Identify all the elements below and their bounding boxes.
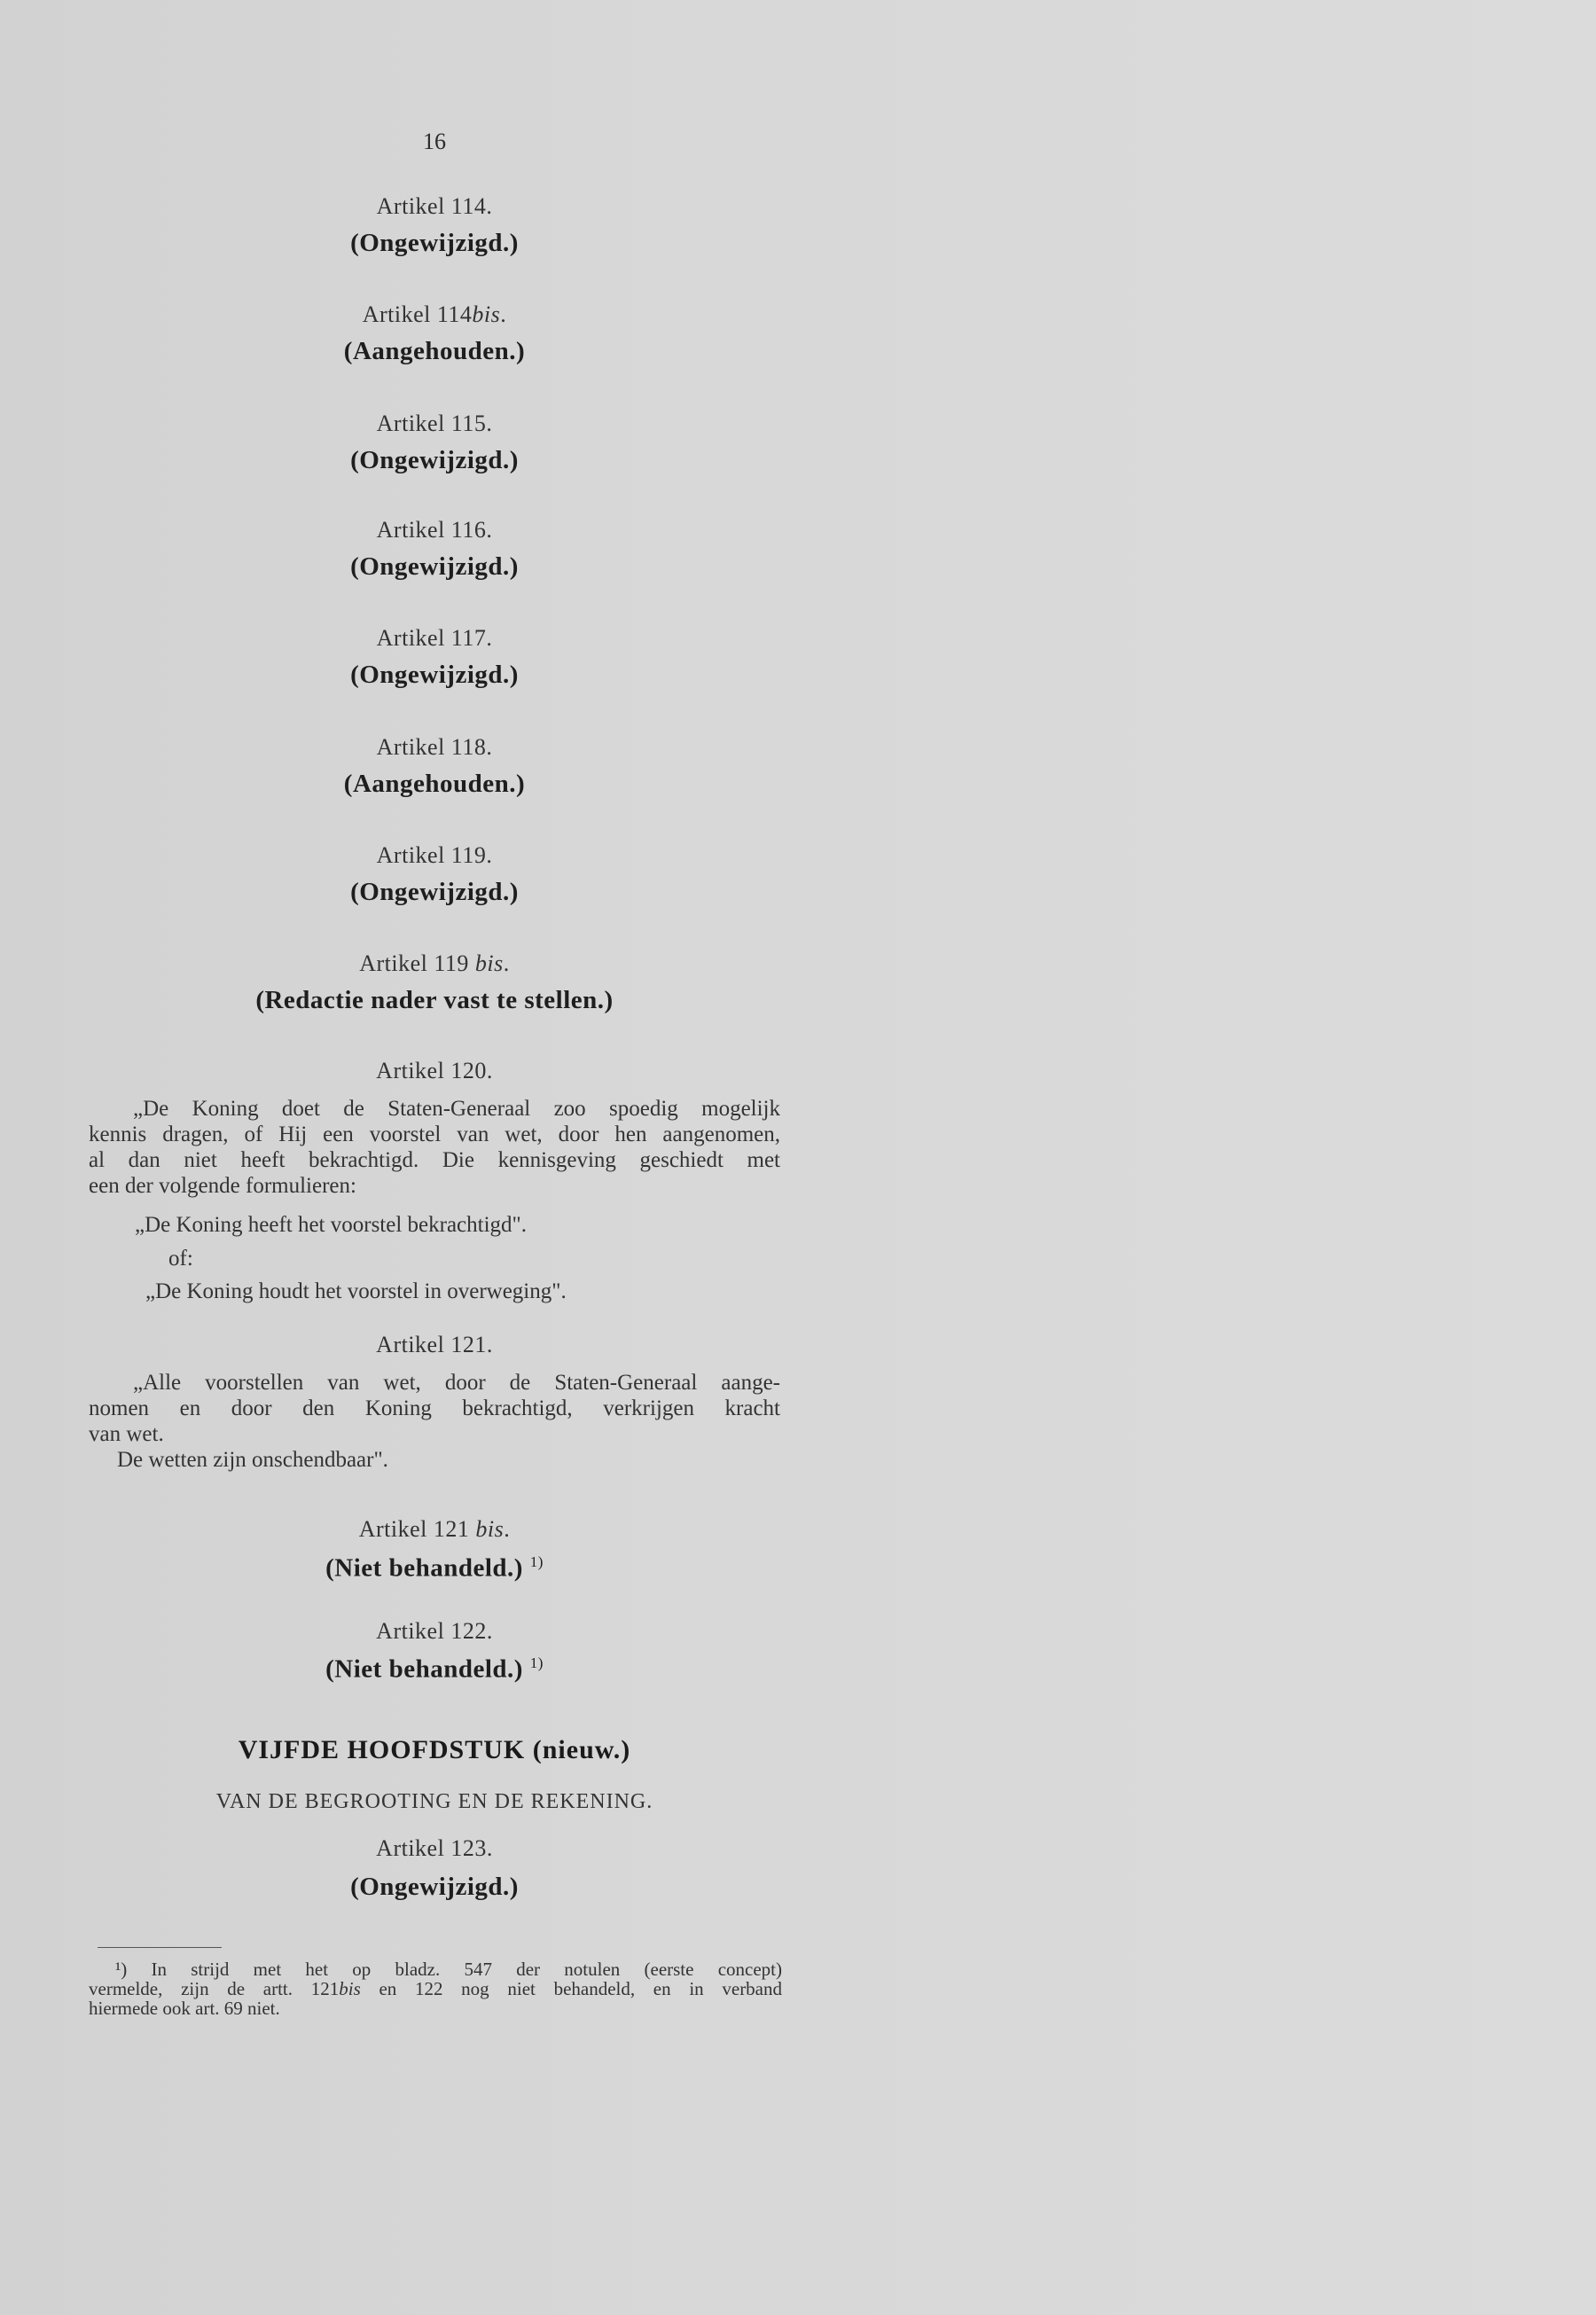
article-120-label: Artikel 120. [376, 1058, 493, 1083]
formula-overweging: „De Koning houdt het voorstel in overweging". [145, 1279, 567, 1303]
footnote-line: hiermede ook art. 69 niet. [89, 1998, 280, 2019]
article-123-status: (Ongewijzigd.) [350, 1873, 519, 1901]
article-122-status: (Niet behandeld.) $^{1)}$ [325, 1654, 544, 1684]
article-114-label: Artikel 114. [376, 193, 493, 219]
footnote-ref: 1) [529, 1654, 544, 1671]
text-line: nomen en door den Koning bekrachtigd, verkrijgen kracht [89, 1396, 780, 1420]
formula-or: of: [168, 1247, 193, 1271]
article-120-text [89, 1096, 780, 1199]
footnote [89, 1959, 782, 2018]
footnote-line: vermelde, zijn de artt. 121bis en 122 nog niet behandeld, en in verband [89, 1978, 783, 1999]
footnote-ref: 1) [529, 1553, 544, 1570]
formula-bekrachtigd: „De Koning heeft het voorstel bekrachtigd". [135, 1213, 528, 1237]
article-117-label: Artikel 117. [376, 625, 493, 651]
article-119-label: Artikel 119. [376, 842, 493, 868]
chapter-title: VIJFDE HOOFDSTUK (nieuw.) [238, 1735, 631, 1764]
text-line: „De Koning doet de Staten-Generaal zoo spoedig mogelijk [133, 1097, 780, 1121]
page-number: 16 [423, 129, 446, 154]
article-121-text [89, 1370, 780, 1473]
article-121-label: Artikel 121. [376, 1332, 493, 1357]
article-119bis-status: (Redactie nader vast te stellen.) [255, 986, 614, 1014]
article-116-label: Artikel 116. [376, 517, 493, 543]
text-line: een der volgende formulieren: [89, 1174, 356, 1198]
text-line: „Alle voorstellen van wet, door de Staten-Generaal aange- [133, 1371, 780, 1395]
text-line: van wet. [89, 1422, 164, 1446]
text-line: kennis dragen, of Hij een voorstel van wet, door hen aangenomen, [89, 1122, 780, 1146]
article-121bis-status: (Niet behandeld.) $^{1)}$ [325, 1553, 544, 1583]
article-119-status: (Ongewijzigd.) [350, 878, 519, 906]
article-114bis-status: (Aangehouden.) [343, 337, 526, 365]
article-118-status: (Aangehouden.) [343, 770, 526, 798]
article-116-status: (Ongewijzigd.) [350, 552, 519, 581]
article-121bis-label: Artikel 121 bis. [358, 1516, 511, 1542]
article-114bis-label: Artikel 114bis. [362, 301, 507, 327]
text-line: al dan niet heeft bekrachtigd. Die kennisgeving geschiedt met [89, 1148, 780, 1172]
article-117-status: (Ongewijzigd.) [350, 661, 519, 689]
article-123-label: Artikel 123. [376, 1835, 493, 1861]
article-115-status: (Ongewijzigd.) [350, 446, 519, 474]
chapter-subtitle: VAN DE BEGROOTING EN DE REKENING. [215, 1790, 653, 1813]
footnote-line: ¹) In strijd met het op bladz. 547 der notulen (eerste concept) [115, 1959, 782, 1980]
article-122-label: Artikel 122. [376, 1618, 493, 1644]
article-119bis-label: Artikel 119 bis. [359, 950, 510, 976]
article-118-label: Artikel 118. [376, 734, 493, 760]
article-114-status: (Ongewijzigd.) [350, 229, 519, 257]
text-line: De wetten zijn onschendbaar". [117, 1448, 388, 1472]
article-115-label: Artikel 115. [376, 411, 493, 436]
footnote-rule [98, 1947, 222, 1948]
